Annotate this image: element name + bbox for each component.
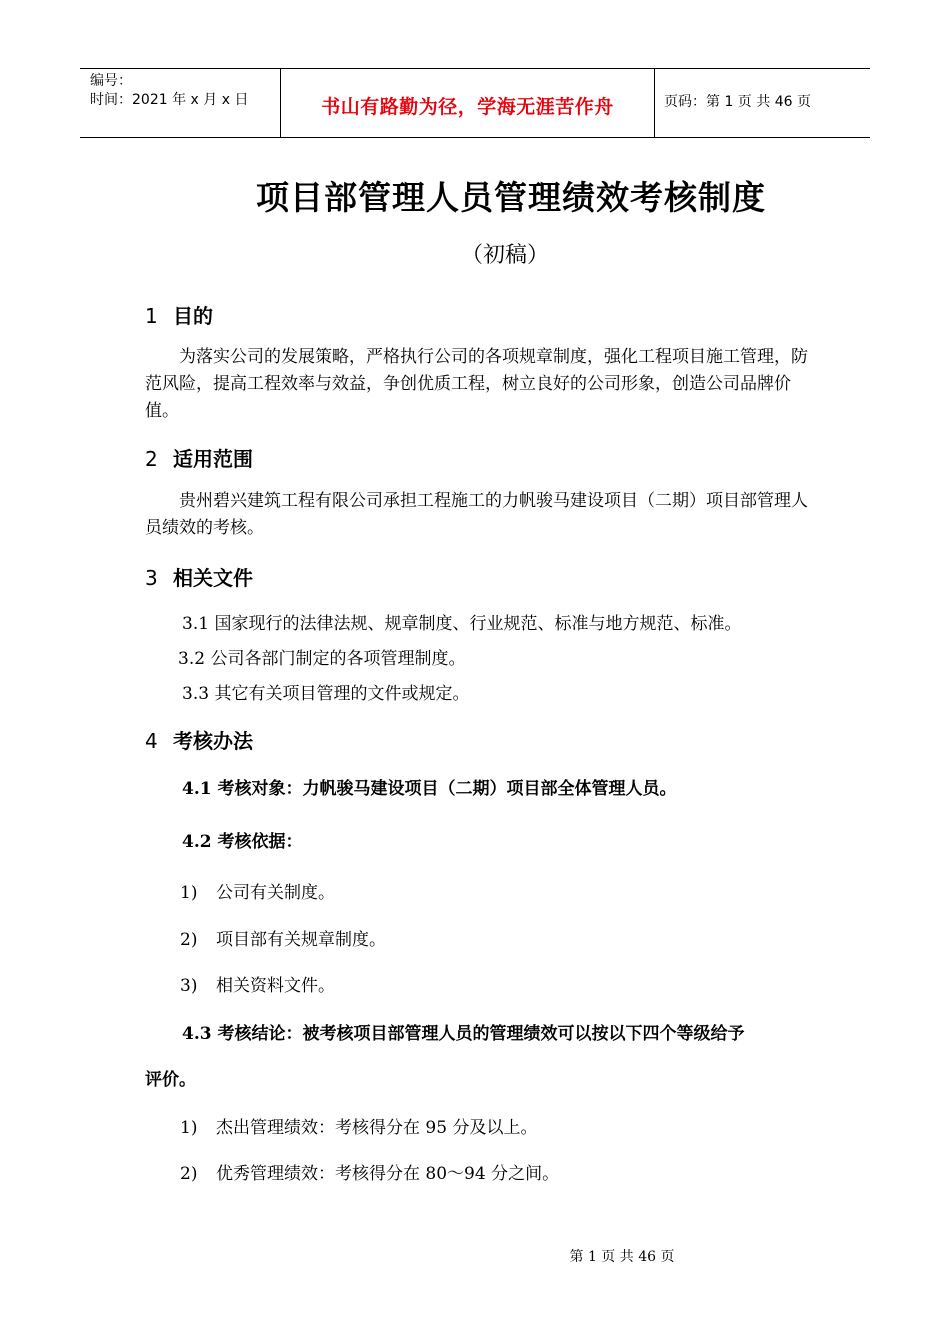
section-2-heading — [145, 443, 253, 472]
list-text: 公司有关制度。 — [216, 883, 335, 903]
page-footer: 第 1 页 共 46 页 — [569, 1249, 675, 1265]
list-text: 相关资料文件。 — [216, 976, 335, 996]
document-number-label: 编号： — [90, 73, 132, 89]
header-page-code: 页码：第 1 页 共 46 页 — [664, 94, 811, 110]
list-text: 杰出管理绩效：考核得分在 95 分及以上。 — [216, 1118, 538, 1138]
grade-item-2 — [180, 1159, 559, 1184]
section-4-3-text: 4.3 考核结论：被考核项目部管理人员的管理绩效可以按以下四个等级给予 — [182, 1024, 745, 1044]
section-4-title: 考核办法 — [173, 729, 253, 753]
section-1-heading — [145, 300, 213, 329]
grade-item-1 — [180, 1113, 537, 1138]
section-1-number: 1 — [145, 304, 158, 328]
section-1-paragraph: 为落实公司的发展策略，严格执行公司的各项规章制度，强化工程项目施工管理，防范风险，提高工程效率与效益，争创优质工程，树立良好的公司形象，创造公司品牌价值。 — [145, 347, 808, 421]
list-number: 2) — [180, 1164, 198, 1184]
list-number: 2) — [180, 930, 198, 950]
document-header — [80, 68, 870, 138]
section-4-heading — [145, 725, 253, 754]
section-3-2-text: 3.2 公司各部门制定的各项管理制度。 — [178, 649, 466, 669]
list-number: 3) — [180, 976, 198, 996]
section-4-2-text: 4.2 考核依据： — [182, 832, 303, 852]
list-text: 项目部有关规章制度。 — [216, 930, 386, 950]
section-4-3-text-continued: 评价。 — [145, 1070, 196, 1090]
list-number: 1) — [180, 1118, 198, 1138]
header-right-cell — [654, 69, 870, 137]
section-4-number: 4 — [145, 729, 158, 753]
section-3-heading — [145, 562, 253, 591]
section-1-title: 目的 — [173, 304, 213, 328]
basis-item-1 — [180, 878, 335, 903]
header-left-cell — [80, 69, 280, 137]
document-date: 时间：2021 年 x 月 x 日 — [90, 92, 249, 108]
header-middle-cell — [280, 69, 655, 137]
basis-item-3 — [180, 971, 335, 996]
section-2-number: 2 — [145, 447, 158, 471]
list-text: 优秀管理绩效：考核得分在 80～94 分之间。 — [216, 1164, 560, 1184]
basis-item-2 — [180, 925, 386, 950]
document-title: 项目部管理人员管理绩效考核制度 — [256, 178, 766, 217]
section-2-title: 适用范围 — [173, 447, 253, 471]
section-3-1-text: 3.1 国家现行的法律法规、规章制度、行业规范、标准与地方规范、标准。 — [182, 614, 742, 634]
section-4-1-text: 4.1 考核对象：力帆骏马建设项目（二期）项目部全体管理人员。 — [182, 779, 677, 799]
section-3-number: 3 — [145, 566, 158, 590]
document-subtitle: （初稿） — [460, 243, 549, 268]
header-motto: 书山有路勤为径，学海无涯苦作舟 — [321, 96, 614, 118]
section-3-3-text: 3.3 其它有关项目管理的文件或规定。 — [182, 684, 470, 704]
section-2-paragraph: 贵州碧兴建筑工程有限公司承担工程施工的力帆骏马建设项目（二期）项目部管理人员绩效的考核。 — [145, 491, 808, 538]
section-3-title: 相关文件 — [173, 566, 253, 590]
list-number: 1) — [180, 883, 198, 903]
